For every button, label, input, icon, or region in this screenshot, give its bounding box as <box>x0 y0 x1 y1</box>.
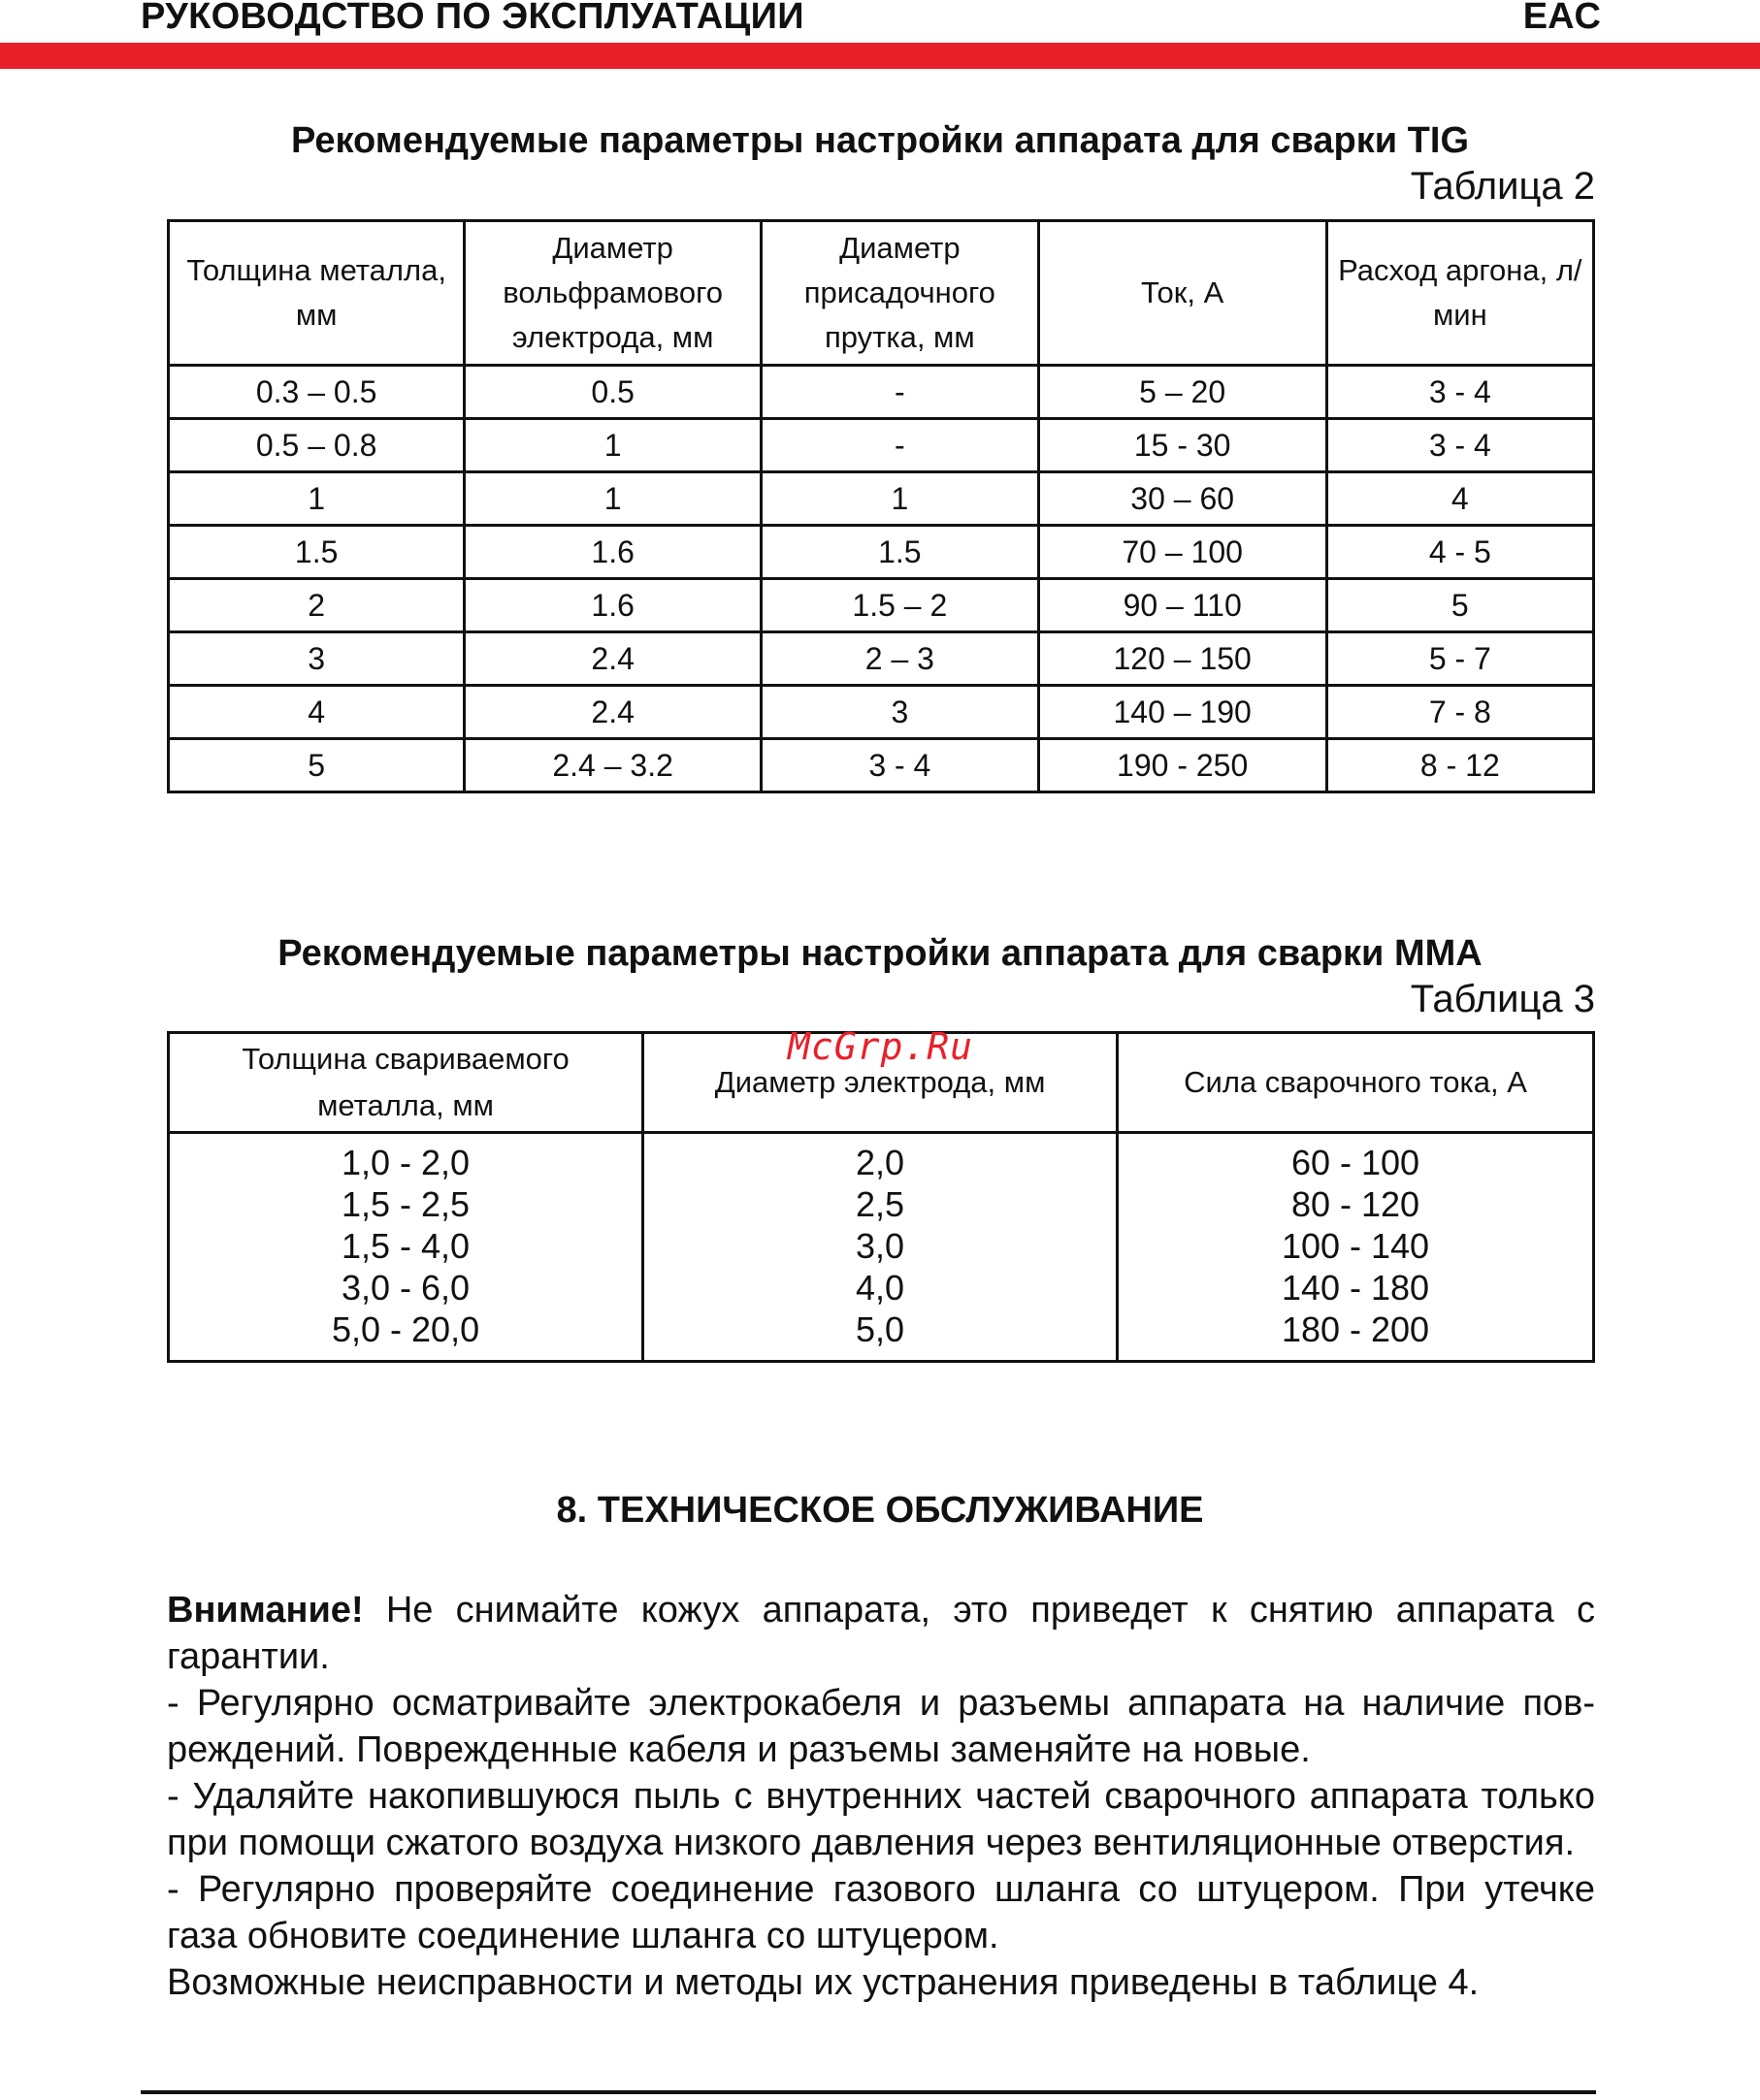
list-item: 2,0 <box>856 1143 905 1182</box>
list-item: 180 - 200 <box>1281 1309 1430 1349</box>
table-cell: 70 – 100 <box>1038 526 1326 579</box>
list-item: 140 - 180 <box>1281 1268 1430 1308</box>
table-cell: 2 <box>169 579 465 632</box>
mma-table-number: Таблица 3 <box>1410 978 1595 1020</box>
table-row <box>169 526 1594 579</box>
table-row <box>169 419 1594 472</box>
table-cell: 2 – 3 <box>762 632 1039 686</box>
table-cell: 1 <box>465 472 762 526</box>
list-item: - Удаляйте накопившуюся пыль с внутренних частей сварочного аппарата только при помощи сжатого воздуха низкого давления через вентиляционные отверстия. <box>167 1776 1595 1863</box>
header-red-bar <box>0 43 1760 69</box>
list-item: 80 - 120 <box>1290 1184 1420 1224</box>
mma-caption: Рекомендуемые параметры настройки аппарата для сварки MMA <box>277 933 1483 974</box>
list-item: 1,0 - 2,0 <box>342 1143 471 1182</box>
header-title: РУКОВОДСТВО ПО ЭКСПЛУАТАЦИИ <box>141 0 804 37</box>
table-cell: 5 <box>169 739 465 792</box>
mma-current-cell <box>1118 1133 1594 1362</box>
table-row <box>169 686 1594 739</box>
table-cell: 4 <box>1326 472 1593 526</box>
warning-label: Внимание! <box>167 1590 364 1631</box>
list-item: 3,0 <box>856 1226 905 1266</box>
table-cell: 30 – 60 <box>1038 472 1326 526</box>
watermark: McGrp.Ru <box>788 1025 974 1068</box>
list-item: 4,0 <box>856 1268 905 1308</box>
table-row <box>169 472 1594 526</box>
tig-col-thickness: Толщина металла, мм <box>169 221 465 366</box>
mma-table <box>167 1031 1595 1363</box>
mma-col-electrode-diameter: Диаметр электрода, мм <box>643 1033 1118 1133</box>
mma-electrode-cell <box>643 1133 1118 1362</box>
list-item: - Регулярно проверяйте соединение газового шланга со штуцером. При утечке газа обновите соединение шланга со штуцером. <box>167 1869 1595 1956</box>
list-item: 60 - 100 <box>1290 1143 1420 1182</box>
table-cell: 8 - 12 <box>1326 739 1593 792</box>
table-cell: 1.6 <box>465 526 762 579</box>
table-cell: - <box>762 419 1039 472</box>
table-cell: 15 - 30 <box>1038 419 1326 472</box>
tig-table <box>167 219 1595 793</box>
table-cell: 3 - 4 <box>1326 419 1593 472</box>
table-cell: 2.4 <box>465 686 762 739</box>
list-item: 2,5 <box>856 1184 905 1224</box>
table-cell: 140 – 190 <box>1038 686 1326 739</box>
section-title: 8. ТЕХНИЧЕСКОЕ ОБСЛУЖИВАНИЕ <box>556 1490 1204 1531</box>
maintenance-text <box>167 1587 1595 2006</box>
warning-paragraph <box>167 1587 1595 1680</box>
list-item: Возможные неисправности и методы их устранения приведены в таблице 4. <box>167 1962 1480 2003</box>
table-cell: 4 <box>169 686 465 739</box>
mma-col-current: Сила сварочного тока, А <box>1118 1033 1594 1133</box>
table-row <box>169 739 1594 792</box>
table-cell: 3 <box>762 686 1039 739</box>
list-item: - Регулярно осматривайте электрокабеля и разъемы аппарата на наличие повреждений. Поврежденные кабеля и разъемы заменяйте на новые. <box>167 1683 1595 1770</box>
table-cell: 1 <box>762 472 1039 526</box>
table-row <box>169 579 1594 632</box>
tig-table-number: Таблица 2 <box>1410 165 1595 208</box>
eac-mark: EAC <box>1522 0 1601 37</box>
list-item: 1,5 - 2,5 <box>342 1184 471 1224</box>
table-cell: 1.5 <box>762 526 1039 579</box>
table-cell: 1 <box>465 419 762 472</box>
list-item: 3,0 - 6,0 <box>342 1268 471 1308</box>
mma-thickness-cell <box>169 1133 643 1362</box>
table-cell: 7 - 8 <box>1326 686 1593 739</box>
table-cell: 3 - 4 <box>762 739 1039 792</box>
table-row <box>169 366 1594 419</box>
tig-col-argon-flow: Расход аргона, л/мин <box>1326 221 1593 366</box>
table-row <box>169 1133 1594 1362</box>
table-cell: 4 - 5 <box>1326 526 1593 579</box>
tig-header-row <box>169 221 1594 366</box>
table-cell: 0.5 – 0.8 <box>169 419 465 472</box>
table-cell: 3 - 4 <box>1326 366 1593 419</box>
table-cell: 0.5 <box>465 366 762 419</box>
table-cell: 0.3 – 0.5 <box>169 366 465 419</box>
list-item: 100 - 140 <box>1281 1226 1430 1266</box>
table-cell: 90 – 110 <box>1038 579 1326 632</box>
bottom-rule <box>141 2090 1596 2094</box>
warning-text: Не снимайте кожух аппарата, это приведет к снятию аппарата с гарантии. <box>167 1590 1595 1677</box>
table-cell: 1.6 <box>465 579 762 632</box>
table-cell: 5 <box>1326 579 1593 632</box>
table-cell: 5 – 20 <box>1038 366 1326 419</box>
list-item: 1,5 - 4,0 <box>342 1226 471 1266</box>
tig-col-filler-diameter: Диаметр присадочного прутка, мм <box>762 221 1039 366</box>
table-cell: 2.4 – 3.2 <box>465 739 762 792</box>
list-item: 5,0 <box>856 1309 905 1349</box>
table-cell: 1 <box>169 472 465 526</box>
table-row <box>169 632 1594 686</box>
table-cell: 120 – 150 <box>1038 632 1326 686</box>
table-cell: 1.5 <box>169 526 465 579</box>
tig-col-current: Ток, А <box>1038 221 1326 366</box>
tig-col-tungsten-diameter: Диаметр вольфрамового электрода, мм <box>465 221 762 366</box>
table-cell: 1.5 – 2 <box>762 579 1039 632</box>
list-item: 5,0 - 20,0 <box>331 1309 480 1349</box>
table-cell: - <box>762 366 1039 419</box>
table-cell: 3 <box>169 632 465 686</box>
tig-caption: Рекомендуемые параметры настройки аппарата для сварки TIG <box>290 120 1470 161</box>
table-cell: 2.4 <box>465 632 762 686</box>
table-cell: 190 - 250 <box>1038 739 1326 792</box>
table-cell: 5 - 7 <box>1326 632 1593 686</box>
mma-col-thickness: Толщина свариваемого металла, мм <box>169 1033 643 1133</box>
